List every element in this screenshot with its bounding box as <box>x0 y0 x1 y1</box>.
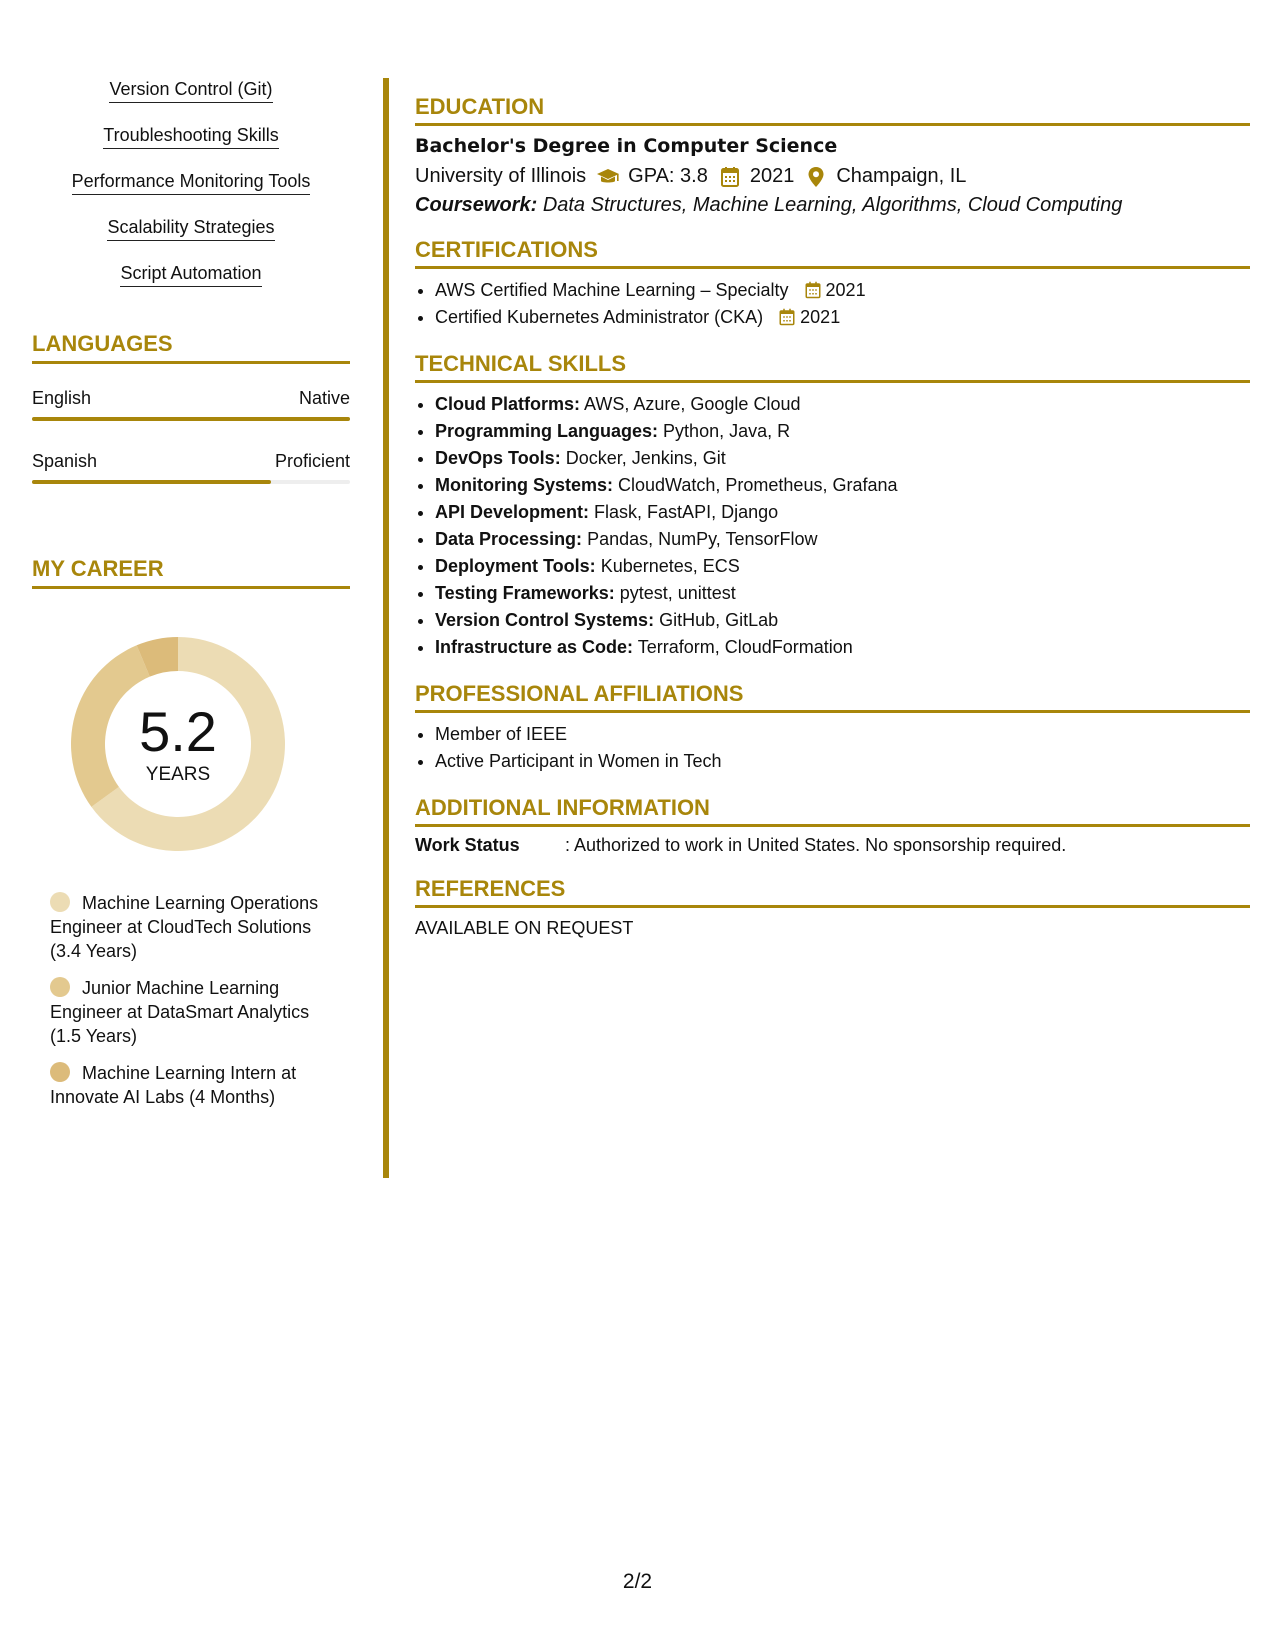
education-section <box>415 94 1250 217</box>
affiliations-section <box>415 681 1250 775</box>
affiliations-heading: PROFESSIONAL AFFILIATIONS <box>415 681 1250 713</box>
tech-skill-item <box>435 418 1250 445</box>
references-section <box>415 876 1250 939</box>
career-entry <box>50 891 340 963</box>
tech-skill-label: Data Processing: <box>435 529 583 549</box>
technical-skills-section <box>415 351 1250 661</box>
career-unit: YEARS <box>145 764 211 785</box>
career-entry <box>50 1061 340 1109</box>
work-status-row <box>415 835 1250 856</box>
language-bar-fill <box>32 417 350 421</box>
graduation-year: 2021 <box>749 165 795 187</box>
tech-skill-value: CloudWatch, Prometheus, Grafana <box>618 475 898 495</box>
tech-skill-label: Monitoring Systems: <box>435 475 614 495</box>
affiliations-list <box>415 721 1250 775</box>
skill-label: Scalability Strategies <box>107 216 274 241</box>
tech-skill-label: Programming Languages: <box>435 421 659 441</box>
language-bar-fill <box>32 480 271 484</box>
career-donut <box>65 631 291 857</box>
tech-skill-item <box>435 607 1250 634</box>
career-heading: MY CAREER <box>32 556 350 589</box>
calendar-icon <box>718 166 742 188</box>
languages-heading: LANGUAGES <box>32 331 350 364</box>
career-donut-center <box>65 631 291 857</box>
gpa: GPA: 3.8 <box>628 165 708 187</box>
certifications-section <box>415 237 1250 331</box>
technical-skills-list <box>415 391 1250 661</box>
language-bar <box>32 480 350 484</box>
certification-item <box>435 304 1250 331</box>
certification-item <box>435 277 1250 304</box>
tech-skill-label: Version Control Systems: <box>435 610 655 630</box>
additional-info-section <box>415 795 1250 856</box>
career-entry <box>50 976 340 1048</box>
tech-skill-item <box>435 580 1250 607</box>
legend-dot-icon <box>50 1062 70 1082</box>
tech-skill-value: GitHub, GitLab <box>659 610 779 630</box>
technical-skills-heading: TECHNICAL SKILLS <box>415 351 1250 383</box>
right-column <box>415 94 1250 959</box>
tech-skill-label: Cloud Platforms: <box>435 394 581 414</box>
calendar-icon <box>804 281 822 299</box>
tech-skill-value: AWS, Azure, Google Cloud <box>584 394 801 414</box>
coursework <box>415 194 1250 217</box>
career-entry-label: Junior Machine Learning Engineer at DataSmart Analytics (1.5 Years) <box>50 978 310 1046</box>
work-status-value: : Authorized to work in United States. No sponsorship required. <box>565 835 1067 855</box>
tech-skill-item <box>435 472 1250 499</box>
degree-title: Bachelor's Degree in Computer Science <box>415 135 838 157</box>
additional-info-heading: ADDITIONAL INFORMATION <box>415 795 1250 827</box>
tech-skill-value: Flask, FastAPI, Django <box>594 502 779 522</box>
certifications-heading: CERTIFICATIONS <box>415 237 1250 269</box>
left-column <box>32 78 350 1122</box>
tech-skill-item <box>435 445 1250 472</box>
tech-skill-label: DevOps Tools: <box>435 448 561 468</box>
tech-skill-value: pytest, unittest <box>619 583 736 603</box>
tech-skill-item <box>435 391 1250 418</box>
certification-year: 2021 <box>825 280 866 300</box>
tech-skill-label: Deployment Tools: <box>435 556 596 576</box>
language-name: English <box>32 388 92 408</box>
language-level: Proficient <box>274 451 350 471</box>
skill-label: Troubleshooting Skills <box>103 124 278 149</box>
education-heading: EDUCATION <box>415 94 1250 126</box>
school-location: Champaign, IL <box>836 165 967 187</box>
skill-item <box>32 78 350 103</box>
tech-skill-item <box>435 553 1250 580</box>
tech-skill-value: Terraform, CloudFormation <box>637 637 853 657</box>
tech-skill-item <box>435 526 1250 553</box>
skill-item <box>32 216 350 241</box>
coursework-value: Data Structures, Machine Learning, Algorithms, Cloud Computing <box>542 194 1123 216</box>
column-divider <box>383 78 389 1178</box>
tech-skill-value: Python, Java, R <box>663 421 791 441</box>
certifications-list <box>415 277 1250 331</box>
coursework-label: Coursework: <box>415 194 538 216</box>
skill-item <box>32 262 350 287</box>
affiliation-item: • Member of IEEE <box>435 721 1250 748</box>
certification-name: Certified Kubernetes Administrator (CKA) <box>435 307 764 327</box>
career-entry-label: Machine Learning Intern at Innovate AI Labs (4 Months) <box>50 1063 297 1107</box>
skills-list <box>32 78 350 287</box>
career-total: 5.2 <box>139 700 217 763</box>
references-text: AVAILABLE ON REQUEST <box>415 918 634 938</box>
language-spanish <box>32 451 350 484</box>
references-heading: REFERENCES <box>415 876 1250 908</box>
education-meta <box>415 165 1250 188</box>
tech-skill-value: Pandas, NumPy, TensorFlow <box>587 529 818 549</box>
legend-dot-icon <box>50 977 70 997</box>
tech-skill-item <box>435 499 1250 526</box>
certification-name: AWS Certified Machine Learning – Specialty <box>435 280 789 300</box>
skill-label: Performance Monitoring Tools <box>72 170 311 195</box>
career-legend <box>50 891 340 1109</box>
tech-skill-label: Infrastructure as Code: <box>435 637 634 657</box>
graduation-cap-icon <box>596 166 620 188</box>
tech-skill-label: Testing Frameworks: <box>435 583 615 603</box>
tech-skill-item <box>435 634 1250 661</box>
legend-dot-icon <box>50 892 70 912</box>
career-entry-label: Machine Learning Operations Engineer at CloudTech Solutions (3.4 Years) <box>50 893 319 961</box>
language-level: Native <box>298 388 350 408</box>
calendar-icon <box>778 308 796 326</box>
language-english <box>32 388 350 421</box>
skill-item <box>32 170 350 195</box>
location-pin-icon <box>804 166 828 188</box>
language-name: Spanish <box>32 451 98 471</box>
school-name: University of Illinois <box>415 165 587 187</box>
affiliation-item: • Active Participant in Women in Tech <box>435 748 1250 775</box>
skill-label: Version Control (Git) <box>109 78 272 103</box>
certification-year: 2021 <box>800 307 841 327</box>
tech-skill-label: API Development: <box>435 502 590 522</box>
skill-label: Script Automation <box>120 262 261 287</box>
language-bar <box>32 417 350 421</box>
work-status-label: Work Status <box>415 835 520 855</box>
page-number: 2/2 <box>622 1570 653 1593</box>
skill-item <box>32 124 350 149</box>
tech-skill-value: Docker, Jenkins, Git <box>565 448 726 468</box>
tech-skill-value: Kubernetes, ECS <box>600 556 740 576</box>
